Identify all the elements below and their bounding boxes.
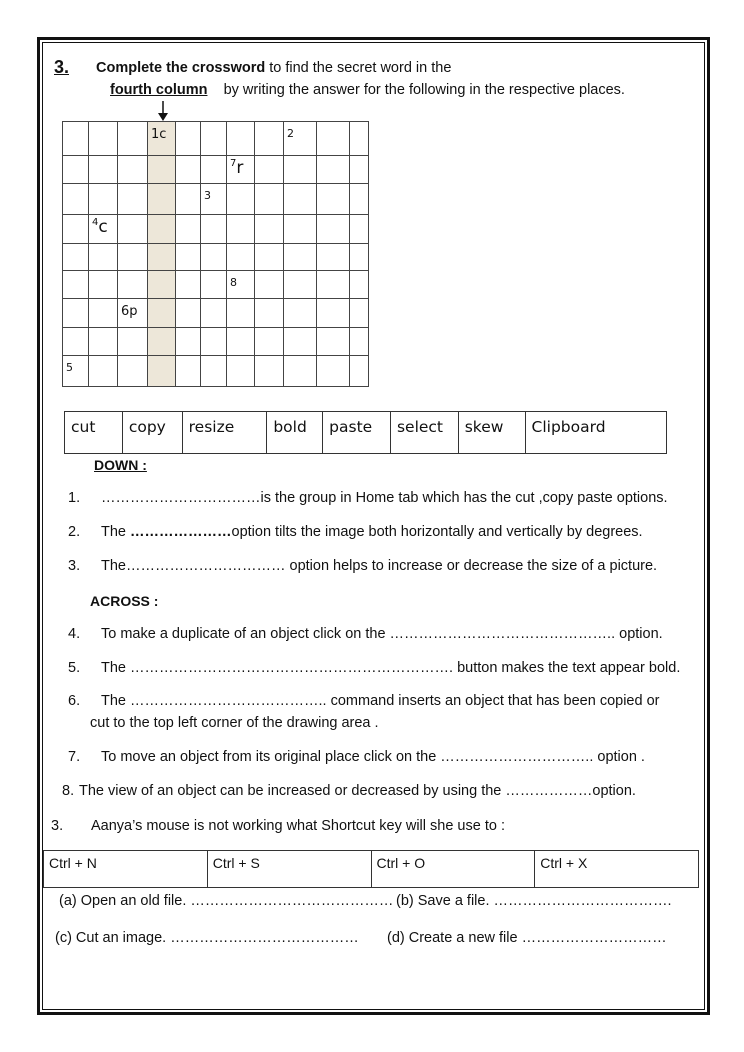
crossword-cell[interactable]: [88, 355, 118, 387]
crossword-cell[interactable]: [254, 183, 284, 215]
crossword-cell[interactable]: [316, 298, 350, 328]
across-heading: ACROSS :: [90, 593, 159, 609]
crossword-clue-number: [92, 217, 108, 237]
down-item-number: 1.: [68, 490, 81, 506]
crossword-cell[interactable]: [62, 327, 89, 356]
crossword-cell[interactable]: [254, 243, 284, 271]
crossword-cell[interactable]: [316, 121, 350, 156]
crossword-cell[interactable]: [226, 243, 255, 271]
crossword-cell[interactable]: [117, 214, 148, 244]
shortcut-question: Aanya’s mouse is not working what Shortcut key will she use to :: [91, 818, 505, 834]
crossword-clue-number: 6p: [121, 304, 138, 319]
crossword-cell[interactable]: [226, 183, 255, 215]
across-item-6-line-2: cut to the top left corner of the drawing area .: [90, 715, 379, 731]
crossword-cell[interactable]: [88, 155, 118, 184]
crossword-cell[interactable]: [147, 183, 176, 215]
crossword-cell[interactable]: [283, 298, 317, 328]
across-item-7: To move an object from its original place click on the ………………………….. option .: [101, 749, 645, 765]
crossword-cell[interactable]: [147, 155, 176, 184]
crossword-cell[interactable]: [200, 155, 227, 184]
crossword-cell[interactable]: [283, 243, 317, 271]
crossword-cell[interactable]: [147, 355, 176, 387]
word-bank-item: cut: [65, 412, 123, 453]
crossword-cell[interactable]: [226, 327, 255, 356]
crossword-cell[interactable]: [349, 270, 369, 299]
shortcut-key: Ctrl + X: [540, 855, 588, 871]
crossword-cell[interactable]: [88, 298, 118, 328]
crossword-cell[interactable]: [200, 298, 227, 328]
down-item-2-blank: …………………: [130, 524, 232, 540]
instruction-line-1: [96, 60, 451, 76]
crossword-cell[interactable]: [117, 155, 148, 184]
crossword-cell[interactable]: [200, 121, 227, 156]
crossword-cell[interactable]: [349, 183, 369, 215]
crossword-cell[interactable]: [62, 155, 89, 184]
across-item-number: 4.: [68, 626, 81, 642]
crossword-cell[interactable]: [200, 214, 227, 244]
shortcut-keys-table: [43, 850, 699, 888]
crossword-cell[interactable]: [175, 327, 201, 356]
crossword-cell[interactable]: [175, 155, 201, 184]
crossword-clue-number: 2: [287, 127, 294, 140]
shortcut-key: Ctrl + N: [44, 851, 208, 887]
crossword-cell[interactable]: [88, 121, 118, 156]
clue-number-superscript: 4: [92, 217, 99, 228]
crossword-cell[interactable]: [147, 214, 176, 244]
crossword-cell[interactable]: [117, 121, 148, 156]
down-item-1: ……………………………is the group in Home tab which has the cut ,copy paste options.: [101, 490, 668, 506]
crossword-cell[interactable]: [175, 214, 201, 244]
crossword-cell[interactable]: [175, 298, 201, 328]
word-bank-item: resize: [183, 412, 268, 453]
down-item-number: 3.: [68, 558, 81, 574]
crossword-cell[interactable]: [316, 327, 350, 356]
instruction-text-2: by writing the answer for the following in the respective places.: [223, 82, 625, 98]
crossword-cell[interactable]: [88, 183, 118, 215]
crossword-cell[interactable]: [226, 121, 255, 156]
instruction-bold-2: fourth column: [110, 82, 208, 98]
crossword-cell[interactable]: [117, 183, 148, 215]
crossword-cell[interactable]: [349, 155, 369, 184]
crossword-cell[interactable]: [117, 243, 148, 271]
crossword-cell[interactable]: [349, 243, 369, 271]
crossword-cell[interactable]: [349, 121, 369, 156]
crossword-cell[interactable]: [88, 270, 118, 299]
shortcut-item-d: (d) Create a new file …………………………: [387, 930, 667, 946]
word-bank-item: select: [391, 412, 459, 453]
across-item-8: The view of an object can be increased or decreased by using the ………………option.: [79, 783, 636, 799]
crossword-cell[interactable]: [283, 214, 317, 244]
crossword-cell[interactable]: [62, 183, 89, 215]
crossword-cell[interactable]: [175, 183, 201, 215]
crossword-cell[interactable]: [254, 155, 284, 184]
across-item-number: 7.: [68, 749, 81, 765]
down-item-number: 2.: [68, 524, 81, 540]
crossword-cell[interactable]: [283, 155, 317, 184]
crossword-grid: [62, 121, 368, 386]
crossword-cell[interactable]: [349, 298, 369, 328]
crossword-clue-number: [230, 158, 243, 178]
crossword-cell[interactable]: [62, 270, 89, 299]
crossword-cell[interactable]: [254, 298, 284, 328]
crossword-cell[interactable]: [316, 355, 350, 387]
crossword-clue-number: 1c: [151, 127, 167, 142]
word-bank-item: Clipboard: [531, 418, 606, 436]
crossword-cell[interactable]: [175, 243, 201, 271]
instruction-bold: Complete the crossword: [96, 60, 266, 76]
crossword-cell[interactable]: [316, 243, 350, 271]
shortcut-key: Ctrl + S: [208, 851, 372, 887]
crossword-cell[interactable]: [200, 243, 227, 271]
down-item-2-post: option tilts the image both horizontally and vertically by degrees.: [231, 524, 643, 540]
crossword-clue-number: 3: [204, 189, 211, 202]
crossword-clue-number: 8: [230, 276, 237, 289]
crossword-cell[interactable]: [117, 355, 148, 387]
crossword-cell[interactable]: [200, 270, 227, 299]
question-number: 3.: [54, 57, 70, 77]
word-bank-item: paste: [323, 412, 391, 453]
crossword-cell[interactable]: [349, 355, 369, 387]
down-heading: DOWN :: [94, 457, 147, 473]
crossword-cell[interactable]: [316, 214, 350, 244]
clue-letter: c: [98, 217, 108, 237]
crossword-cell[interactable]: [147, 327, 176, 356]
down-item-2: [101, 524, 643, 540]
instruction-line-2: [110, 82, 625, 98]
crossword-cell[interactable]: [349, 214, 369, 244]
crossword-clue-number: 5: [66, 361, 73, 374]
across-item-number: 8.: [62, 783, 75, 799]
shortcut-key: Ctrl + O: [372, 851, 536, 887]
across-item-number: 6.: [68, 693, 81, 709]
across-item-5: The …………………………………………………………. button makes the text appear bold.: [101, 660, 681, 676]
crossword-cell[interactable]: [147, 243, 176, 271]
crossword-cell[interactable]: [226, 355, 255, 387]
crossword-cell[interactable]: [62, 298, 89, 328]
crossword-cell[interactable]: [88, 243, 118, 271]
down-item-3: The…………………………… option helps to increase or decrease the size of a picture.: [101, 558, 658, 574]
shortcut-number: 3.: [51, 818, 64, 834]
crossword-cell[interactable]: [254, 214, 284, 244]
word-bank-item: bold: [267, 412, 323, 453]
clue-letter: r: [236, 158, 244, 178]
crossword-cell[interactable]: [283, 270, 317, 299]
crossword-cell[interactable]: [62, 121, 89, 156]
crossword-cell[interactable]: [316, 155, 350, 184]
crossword-cell[interactable]: [88, 327, 118, 356]
crossword-cell[interactable]: [175, 121, 201, 156]
crossword-cell[interactable]: [62, 214, 89, 244]
crossword-cell[interactable]: [117, 327, 148, 356]
shortcut-item-c: (c) Cut an image. …………………………………: [55, 930, 359, 946]
crossword-cell[interactable]: [254, 355, 284, 387]
crossword-cell[interactable]: [175, 270, 201, 299]
crossword-cell[interactable]: [254, 327, 284, 356]
crossword-cell[interactable]: [316, 270, 350, 299]
crossword-cell[interactable]: [349, 327, 369, 356]
down-arrow-icon: [157, 101, 169, 121]
shortcut-item-b: (b) Save a file. ……………………………….: [396, 893, 672, 909]
crossword-cell[interactable]: [226, 298, 255, 328]
across-item-6: The ………………………………….. command inserts an object that has been copied or: [101, 693, 660, 709]
clue-number-superscript: 7: [230, 158, 237, 169]
word-bank-item: copy: [123, 412, 183, 453]
crossword-cell[interactable]: [254, 270, 284, 299]
crossword-cell[interactable]: [147, 270, 176, 299]
crossword-cell[interactable]: [283, 327, 317, 356]
down-item-2-pre: The: [101, 524, 131, 540]
crossword-cell[interactable]: [175, 355, 201, 387]
across-item-number: 5.: [68, 660, 81, 676]
word-bank-item: skew: [459, 412, 526, 453]
crossword-cell[interactable]: [283, 355, 317, 387]
across-item-4: To make a duplicate of an object click on the ……………………………………….. option.: [101, 626, 663, 642]
crossword-cell[interactable]: [226, 214, 255, 244]
instruction-text: to find the secret word in the: [265, 60, 452, 76]
crossword-cell[interactable]: [62, 243, 89, 271]
crossword-cell[interactable]: [254, 121, 284, 156]
crossword-cell[interactable]: [283, 183, 317, 215]
crossword-cell[interactable]: [147, 298, 176, 328]
shortcut-item-a: (a) Open an old file. ……………………………………: [59, 893, 394, 909]
crossword-cell[interactable]: [117, 270, 148, 299]
crossword-cell[interactable]: [316, 183, 350, 215]
crossword-cell[interactable]: [200, 355, 227, 387]
word-bank: [64, 411, 667, 454]
crossword-cell[interactable]: [200, 327, 227, 356]
